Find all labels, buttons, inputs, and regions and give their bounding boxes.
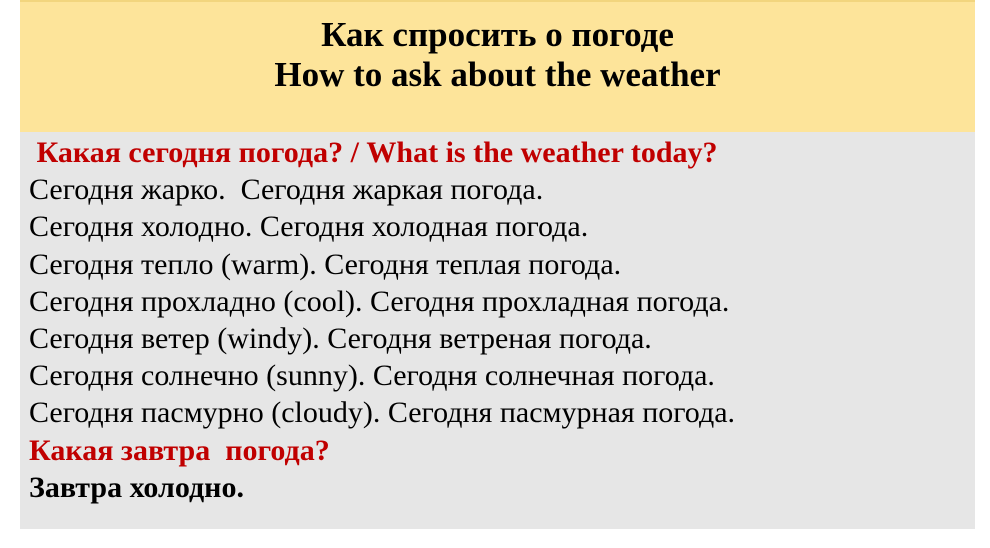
question-tomorrow-heading: Какая завтра погода? <box>29 433 330 467</box>
slide-title-english: How to ask about the weather <box>274 55 721 94</box>
slide-body <box>20 132 975 529</box>
weather-phrase-hot: Сегодня жарко. Сегодня жаркая погода. <box>29 173 544 207</box>
slide-title-russian: Как спросить о погоде <box>321 15 674 54</box>
slide-header <box>20 0 975 132</box>
weather-phrase-cool: Сегодня прохладно (cool). Сегодня прохладная погода. <box>29 284 730 318</box>
weather-phrase-warm: Сегодня тепло (warm). Сегодня теплая погода. <box>29 247 622 281</box>
weather-slide <box>20 0 975 529</box>
weather-phrase-cloudy: Сегодня пасмурно (cloudy). Сегодня пасмурная погода. <box>29 396 736 430</box>
answer-tomorrow-line: Завтра холодно. <box>29 470 244 504</box>
weather-phrase-sunny: Сегодня солнечно (sunny). Сегодня солнечная погода. <box>29 359 715 393</box>
weather-phrase-windy: Сегодня ветер (windy). Сегодня ветреная погода. <box>29 322 652 356</box>
question-today-heading: Какая сегодня погода? / What is the weather today? <box>29 136 718 169</box>
weather-phrase-cold: Сегодня холодно. Сегодня холодная погода. <box>29 210 589 244</box>
